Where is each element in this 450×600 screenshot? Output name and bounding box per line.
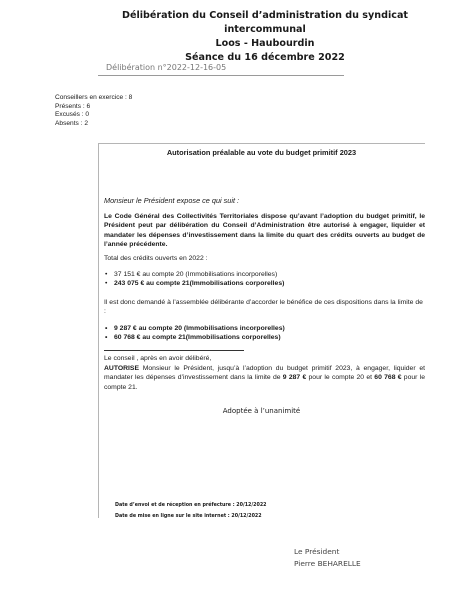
count-presents: Présents : 6 [55,102,91,110]
count-en-exercice: Conseillers en exercice : 8 [55,94,133,101]
credit-text: au compte 20 (Immobilisations incorporelles) [140,271,278,278]
decision-text-c: pour le compte 21. [104,374,425,391]
limit-text: au compte 20 (Immobilisations incorporelles) [136,325,285,332]
count-absents: Absents : 2 [55,120,88,128]
decision-paragraph [104,364,425,392]
header-line-1: Délibération du Conseil d’administration du syndicat intercommunal [121,10,409,35]
decision-amount-1: 9 287 € [282,374,307,382]
attendance-counts [55,94,132,129]
list-item [104,279,425,288]
signature-name: Pierre BEHARELLE [294,559,361,568]
credits-list [104,270,425,289]
limit-amount: 9 287 € [114,325,137,332]
credit-text: au compte 21(Immobilisations corporelles) [144,280,285,288]
request-paragraph: Il est donc demandé à l’assemblée délibérante d’accorder le bénéfice de ces dispositions dans la limite de : [104,299,423,316]
deliberation-title: Autorisation préalable au vote du budget primitif 2023 [166,148,357,157]
list-item [104,270,425,279]
decision-separator [104,350,244,351]
total-credits-label: Total des crédits ouverts en 2022 : [104,255,208,262]
credit-amount: 37 151 € [114,271,141,278]
deliberation-reference: Délibération n°2022-12-16-05 [106,63,227,72]
header-line-2: Loos - Haubourdin [215,38,315,49]
reference-divider [98,75,344,76]
limits-list [104,324,425,343]
list-item [104,333,425,342]
internet-date: Date de mise en ligne sur le site internet : 20/12/2022 [115,514,262,519]
bullet-icon: • [105,334,108,342]
count-excuses: Excusés : 0 [55,111,90,119]
decision-keyword: AUTORISE [104,365,139,372]
credit-amount: 243 075 € [114,280,145,288]
adoption-statement: Adoptée à l’unanimité [222,407,301,415]
document-header [100,9,430,65]
list-item [104,324,425,333]
body-frame-top [98,143,425,144]
prefecture-date: Date d’envoi et de réception en préfecture : 20/12/2022 [115,503,267,508]
decision-amount-2: 60 768 € [374,374,402,382]
limit-text: au compte 21(Immobilisations corporelles) [140,334,281,342]
bullet-icon: • [105,325,108,332]
bullet-icon: • [105,271,108,278]
intro-paragraph: Le Code Général des Collectivités Territoriales dispose qu’avant l’adoption du budget primitif, le Président peut par délibération du Conseil d’Administration être autorisé à engager, liquider et mandater les dépenses d’investissement dans la limite du quart des crédits ouverts au budget de l’année précédente. [104,213,425,249]
decision-text-b: pour le compte 20 et [306,374,375,382]
body-frame-left [98,143,99,518]
bullet-icon: • [105,280,108,288]
expose-line: Monsieur le Président expose ce qui suit : [104,196,240,205]
decision-intro: Le conseil , après en avoir délibéré, [104,355,212,362]
signature-role: Le Président [294,547,340,556]
limit-amount: 60 768 € [114,334,141,342]
decision-text-a: Monsieur le Président, jusqu’à l’adoption du budget primitif 2023, à engager, liquider et mandater les dépenses d’investissement dans la limite de [104,365,425,382]
header-line-3: Séance du 16 décembre 2022 [185,52,345,63]
